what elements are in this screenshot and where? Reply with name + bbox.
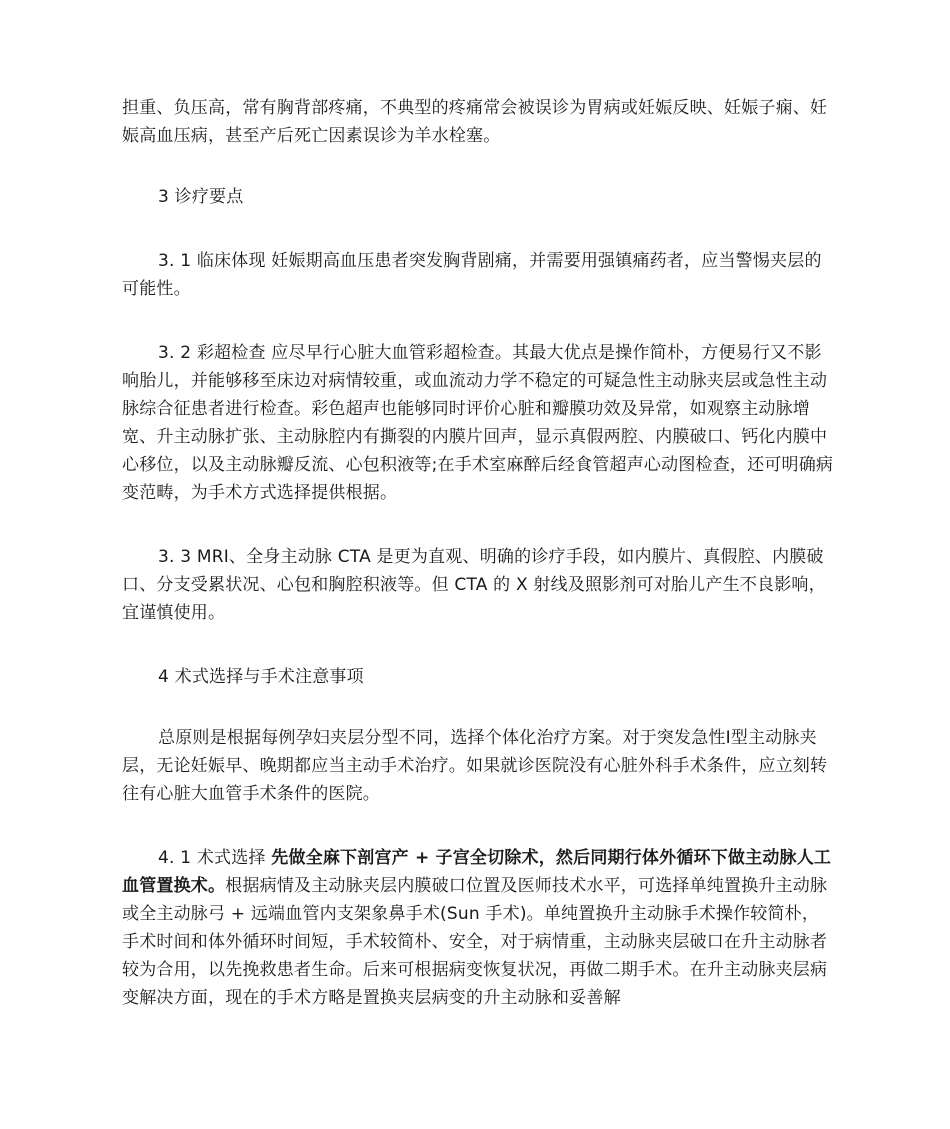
paragraph-4-1-lead: 4. 1 术式选择: [158, 848, 272, 868]
section-heading-4: 4 术式选择与手术注意事项: [158, 667, 364, 687]
paragraph-continuation: 担重、负压高，常有胸背部疼痛，不典型的疼痛常会被误诊为胃病或妊娠反映、妊娠子痫、妊娠高血压病，甚至产后死亡因素误诊为羊水栓塞。: [122, 98, 828, 146]
paragraph-4-1: [122, 844, 834, 1012]
paragraph-3-1: 3. 1 临床体现 妊娠期高血压患者突发胸背剧痛，并需要用强镇痛药者，应当警惕夹层的可能性。: [122, 251, 822, 299]
paragraph-3-3: 3. 3 MRI、全身主动脉 CTA 是更为直观、明确的诊疗手段，如内膜片、真假腔、内膜破口、分支受累状况、心包和胸腔积液等。但 CTA 的 X 射线及照影剂可对胎儿产生不良影响，宜谨慎使用。: [122, 547, 826, 623]
paragraph-4-intro: 总原则是根据每例孕妇夹层分型不同，选择个体化治疗方案。对于突发急性Ⅰ型主动脉夹层，无论妊娠早、晚期都应当主动手术治疗。如果就诊医院没有心脏外科手术条件，应立刻转往有心脏大血管手术条件的医院。: [122, 728, 828, 804]
paragraph-4-1-bold: 先做全麻下剖宫产 + 子宫全切除术，然后同期行体外循环下做主动脉人工血管置换术。: [122, 848, 832, 896]
section-heading-3: 3 诊疗要点: [158, 187, 244, 207]
paragraph-4-1-rest: 根据病情及主动脉夹层内膜破口位置及医师技术水平，可选择单纯置换升主动脉或全主动脉弓 + 远端血管内支架象鼻手术(Sun 手术)。单纯置换升主动脉手术操作较简朴，手术时间和体外循环时间短，手术较简朴、安全，对于病情重，主动脉夹层破口在升主动脉者较为合用，以先挽救患者生命。后来可根据病变恢复状况，再做二期手术。在升主动脉夹层病变解决方面，现在的手术方略是置换夹层病变的升主动脉和妥善解: [122, 876, 828, 1008]
paragraph-3-2: 3. 2 彩超检查 应尽早行心脏大血管彩超检查。其最大优点是操作简朴，方便易行又不影响胎儿，并能够移至床边对病情较重，或血流动力学不稳定的可疑急性主动脉夹层或急性主动脉综合征患者进行检查。彩色超声也能够同时评价心脏和瓣膜功效及异常，如观察主动脉增宽、升主动脉扩张、主动脉腔内有撕裂的内膜片回声，显示真假两腔、内膜破口、钙化内膜中心移位，以及主动脉瓣反流、心包积液等;在手术室麻醉后经食管超声心动图检查，还可明确病变范畴，为手术方式选择提供根据。: [122, 343, 834, 503]
